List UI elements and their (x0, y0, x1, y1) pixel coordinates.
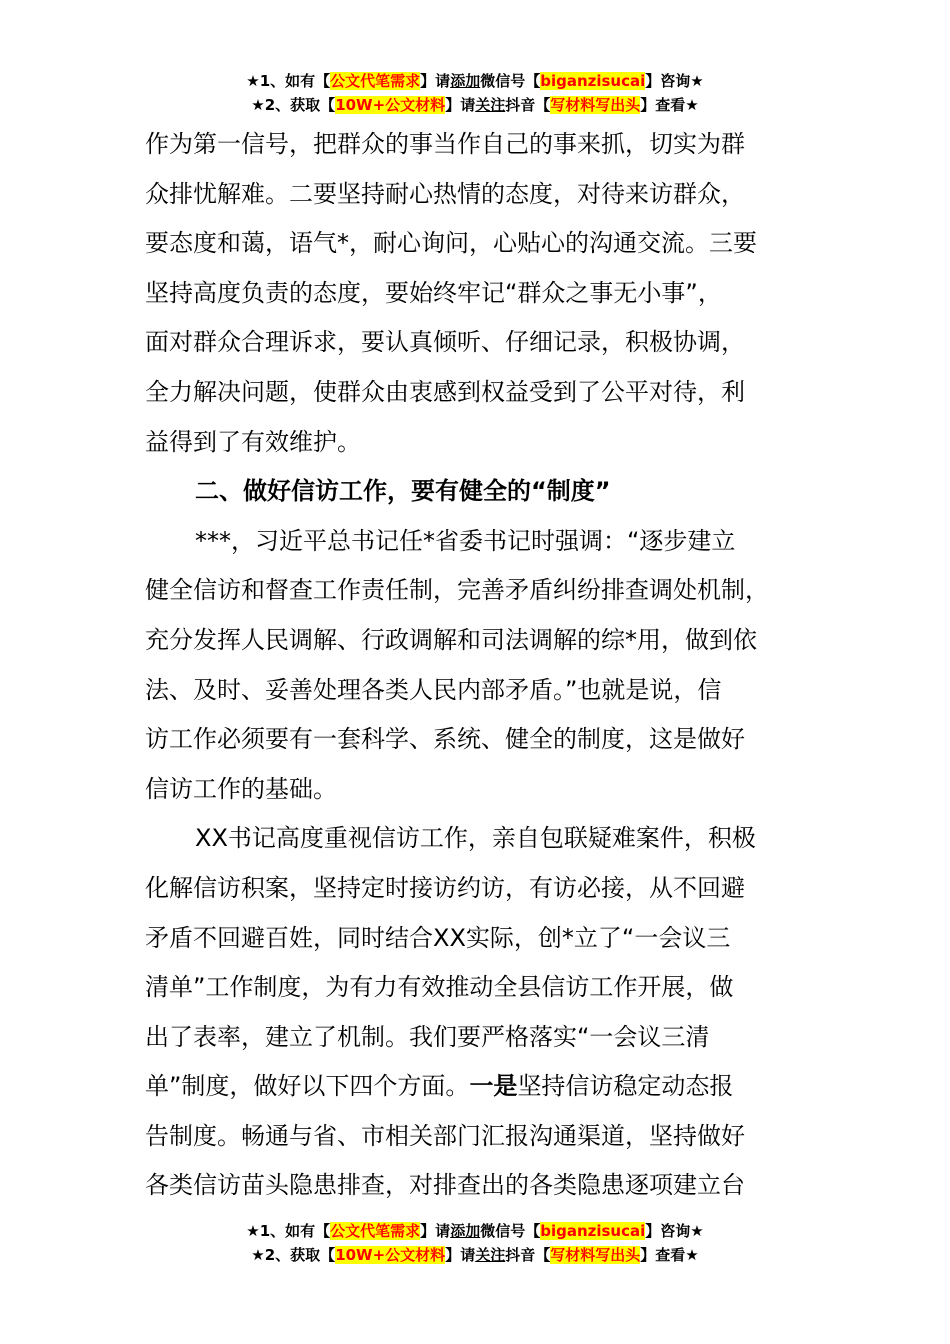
banner-text: ★1、如有【 (246, 1222, 331, 1240)
banner-underlined: 添加 (450, 1222, 481, 1240)
section-heading: 二、做好信访工作，要有健全的“制度” (195, 477, 611, 506)
banner-highlight: 10W+公文材料 (335, 96, 446, 114)
banner-underlined: 添加 (450, 72, 481, 90)
paragraph-line: 充分发挥人民调解、行政调解和司法调解的综*用，做到依 (145, 625, 757, 654)
paragraph-line (145, 1062, 805, 1112)
banner-line-2 (0, 1243, 950, 1267)
banner-highlight: 写材料写出头 (550, 1246, 641, 1264)
banner-text: 】请 (420, 1222, 451, 1240)
banner-highlight: biganzisucai (540, 1222, 646, 1240)
paragraph-line: 告制度。畅通与省、市相关部门汇报沟通渠道，坚持做好 (145, 1121, 745, 1150)
banner-text: ★2、获取【 (251, 1246, 336, 1264)
banner-text: 】请 (445, 1246, 476, 1264)
paragraph-line: 法、及时、妥善处理各类人民内部矛盾。”也就是说，信 (145, 675, 722, 704)
banner-text: 抖音【 (505, 96, 551, 114)
banner-line-1 (0, 1219, 950, 1243)
banner-highlight: 公文代笔需求 (330, 72, 421, 90)
banner-text: 】请 (445, 96, 476, 114)
paragraph-line: 清单”工作制度，为有力有效推动全县信访工作开展，做 (145, 973, 734, 1002)
paragraph-line: ***，习近平总书记任*省委书记时强调：“逐步建立 (195, 526, 736, 555)
paragraph-line: XX书记高度重视信访工作，亲自包联疑难案件，积极 (195, 824, 756, 853)
paragraph-line: 众排忧解难。二要坚持耐心热情的态度，对待来访群众， (145, 179, 745, 208)
top-banner (0, 69, 950, 117)
paragraph-line: 信访工作的基础。 (145, 774, 337, 803)
banner-line-2 (0, 93, 950, 117)
banner-text: ★2、获取【 (251, 96, 336, 114)
banner-text: 】请 (420, 72, 451, 90)
bottom-banner (0, 1219, 950, 1267)
banner-underlined: 关注 (475, 1246, 506, 1264)
paragraph-line: 矛盾不回避百姓，同时结合XX实际，创*立了“一会议三 (145, 923, 731, 952)
banner-highlight: 公文代笔需求 (330, 1222, 421, 1240)
paragraph-line: 健全信访和督查工作责任制，完善矛盾纠纷排查调处机制， (145, 576, 769, 605)
paragraph-text: 坚持信访稳定动态报 (517, 1072, 734, 1101)
banner-text: 微信号【 (480, 72, 541, 90)
paragraph-line: 要态度和蔼，语气*，耐心询问，心贴心的沟通交流。三要 (145, 229, 757, 258)
paragraph-line: 化解信访积案，坚持定时接访约访，有访必接，从不回避 (145, 873, 745, 902)
paragraph-line: 益得到了有效维护。 (145, 427, 361, 456)
paragraph-line: 各类信访苗头隐患排查，对排查出的各类隐患逐项建立台 (145, 1171, 745, 1200)
document-body (145, 120, 805, 1211)
banner-underlined: 关注 (475, 96, 506, 114)
paragraph-line: 面对群众合理诉求，要认真倾听、仔细记录，积极协调， (145, 328, 745, 357)
paragraph-text: 单”制度，做好以下四个方面。 (145, 1072, 470, 1101)
banner-text: ★1、如有【 (246, 72, 331, 90)
banner-text: 抖音【 (505, 1246, 551, 1264)
paragraph-line: 访工作必须要有一套科学、系统、健全的制度，这是做好 (145, 725, 745, 754)
paragraph-line: 全力解决问题，使群众由衷感到权益受到了公平对待，利 (145, 377, 745, 406)
banner-text: 】咨询★ (645, 1222, 704, 1240)
paragraph-line: 出了表率，建立了机制。我们要严格落实“一会议三清 (145, 1022, 710, 1051)
paragraph-line: 作为第一信号，把群众的事当作自己的事来抓，切实为群 (145, 130, 745, 158)
banner-highlight: 写材料写出头 (550, 96, 641, 114)
banner-line-1 (0, 69, 950, 93)
paragraph-line: 坚持高度负责的态度，要始终牢记“群众之事无小事”， (145, 278, 722, 307)
banner-highlight: 10W+公文材料 (335, 1246, 446, 1264)
banner-text: 】查看★ (640, 96, 699, 114)
banner-highlight: biganzisucai (540, 72, 646, 90)
banner-text: 微信号【 (480, 1222, 541, 1240)
banner-text: 】咨询★ (645, 72, 704, 90)
bold-lead: 一是 (469, 1072, 518, 1101)
banner-text: 】查看★ (640, 1246, 699, 1264)
